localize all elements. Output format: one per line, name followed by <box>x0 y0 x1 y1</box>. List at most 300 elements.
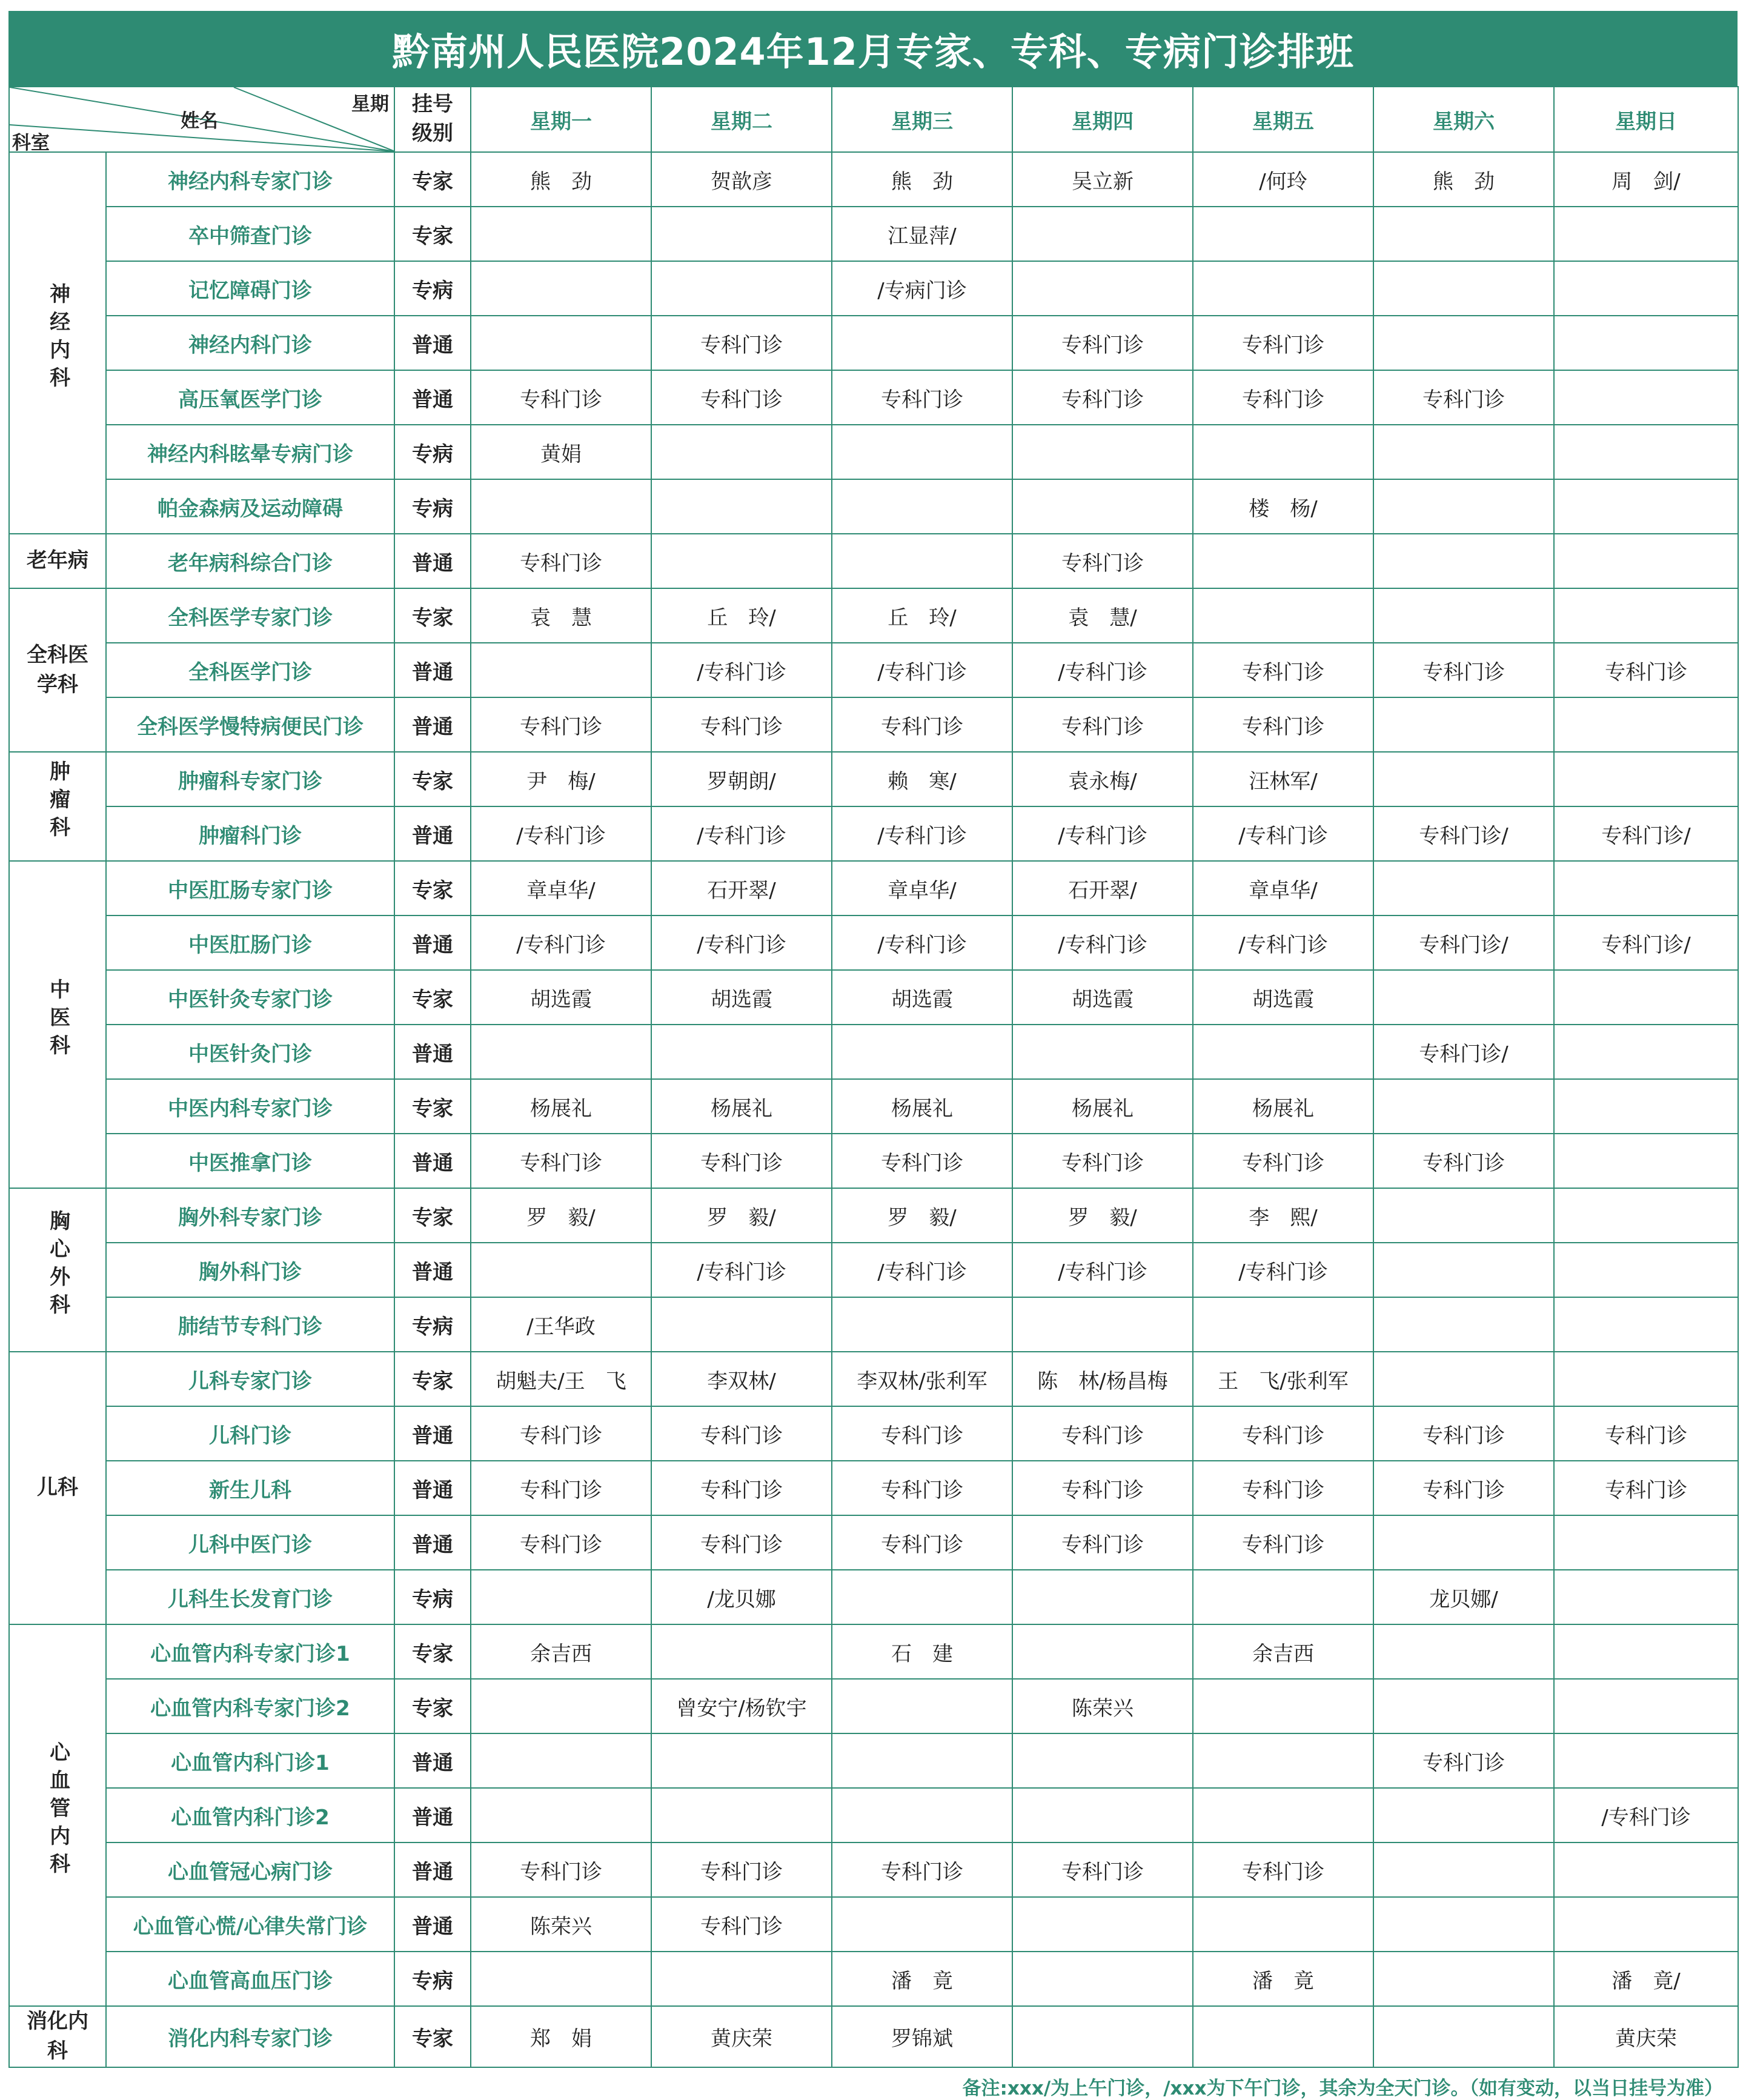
registration-level: 普通 <box>394 370 471 425</box>
schedule-cell: 专科门诊 <box>1012 534 1193 588</box>
registration-level: 普通 <box>394 806 471 861</box>
clinic-name: 新生儿科 <box>106 1461 394 1515</box>
department-name: 老年病 <box>27 548 88 573</box>
schedule-cell <box>832 316 1012 370</box>
schedule-cell: 石 建 <box>832 1624 1012 1679</box>
schedule-cell: 胡选霞 <box>651 970 832 1025</box>
registration-level: 专家 <box>394 1624 471 1679</box>
table-row <box>9 207 1738 261</box>
schedule-cell <box>1012 1624 1193 1679</box>
schedule-cell <box>1373 1352 1554 1406</box>
schedule-cell: 专科门诊 <box>1012 697 1193 752</box>
clinic-name: 心血管内科专家门诊2 <box>106 1679 394 1733</box>
schedule-cell <box>471 1025 651 1079</box>
department-cell <box>9 1352 106 1624</box>
table-row <box>9 425 1738 479</box>
schedule-cell <box>1554 534 1738 588</box>
department-name: 胸心外科 <box>45 1209 70 1321</box>
schedule-cell <box>1193 1025 1373 1079</box>
schedule-cell <box>471 479 651 534</box>
schedule-cell <box>1193 1788 1373 1842</box>
registration-level: 专家 <box>394 1079 471 1134</box>
clinic-name: 中医针灸门诊 <box>106 1025 394 1079</box>
registration-level: 普通 <box>394 1788 471 1842</box>
schedule-cell <box>471 1570 651 1624</box>
registration-level: 普通 <box>394 697 471 752</box>
schedule-cell: 丘 玲/ <box>832 588 1012 643</box>
day-header: 星期一 <box>471 87 651 152</box>
table-row <box>9 370 1738 425</box>
registration-level: 专家 <box>394 1679 471 1733</box>
level-header: 挂号级别 <box>394 87 471 152</box>
table-row <box>9 1733 1738 1788</box>
schedule-cell: 专科门诊/ <box>1554 806 1738 861</box>
schedule-cell <box>1373 861 1554 915</box>
schedule-cell: 专科门诊 <box>1373 1461 1554 1515</box>
schedule-cell <box>1373 1188 1554 1243</box>
schedule-cell <box>471 1788 651 1842</box>
schedule-cell: 楼 杨/ <box>1193 479 1373 534</box>
schedule-cell: 专科门诊 <box>651 697 832 752</box>
schedule-cell: 专科门诊 <box>1193 1406 1373 1461</box>
schedule-cell: /龙贝娜 <box>651 1570 832 1624</box>
schedule-cell <box>471 261 651 316</box>
schedule-cell <box>1554 1134 1738 1188</box>
schedule-cell: 黄娟 <box>471 425 651 479</box>
schedule-cell: 郑 娟 <box>471 2006 651 2067</box>
schedule-cell: 石开翠/ <box>651 861 832 915</box>
registration-level: 专病 <box>394 425 471 479</box>
schedule-cell: 专科门诊 <box>1193 643 1373 697</box>
schedule-cell <box>832 1025 1012 1079</box>
registration-level: 普通 <box>394 1025 471 1079</box>
schedule-cell: /王华政 <box>471 1297 651 1352</box>
table-row <box>9 1515 1738 1570</box>
schedule-cell: 专科门诊 <box>832 1842 1012 1897</box>
department-cell <box>9 2006 106 2067</box>
schedule-cell: 专科门诊 <box>1012 1134 1193 1188</box>
schedule-cell: 专科门诊 <box>1373 643 1554 697</box>
schedule-cell <box>651 1788 832 1842</box>
schedule-cell <box>1373 1297 1554 1352</box>
schedule-cell <box>1193 534 1373 588</box>
schedule-cell: 罗 毅/ <box>471 1188 651 1243</box>
clinic-name: 高压氧医学门诊 <box>106 370 394 425</box>
schedule-cell: 余吉西 <box>471 1624 651 1679</box>
schedule-cell: 专科门诊 <box>471 1842 651 1897</box>
schedule-cell: /专科门诊 <box>651 643 832 697</box>
schedule-cell <box>1193 1297 1373 1352</box>
schedule-table <box>8 86 1739 2068</box>
header-row <box>9 87 1738 152</box>
page-title: 黔南州人民医院2024年12月专家、专科、专病门诊排班 <box>8 11 1738 86</box>
schedule-cell <box>1554 370 1738 425</box>
day-header: 星期六 <box>1373 87 1554 152</box>
schedule-cell: /专科门诊 <box>1193 915 1373 970</box>
schedule-cell: /专科门诊 <box>651 915 832 970</box>
schedule-page <box>8 11 1738 2100</box>
day-header: 星期三 <box>832 87 1012 152</box>
schedule-cell: 杨展礼 <box>651 1079 832 1134</box>
department-name: 肿瘤科 <box>45 760 70 844</box>
registration-level: 专病 <box>394 261 471 316</box>
clinic-name: 记忆障碍门诊 <box>106 261 394 316</box>
clinic-name: 老年病科综合门诊 <box>106 534 394 588</box>
schedule-cell <box>1373 1515 1554 1570</box>
schedule-cell: 章卓华/ <box>471 861 651 915</box>
schedule-cell <box>1554 1515 1738 1570</box>
table-row <box>9 1079 1738 1134</box>
schedule-cell: /专科门诊 <box>1193 806 1373 861</box>
schedule-cell <box>651 1733 832 1788</box>
schedule-cell: 专科门诊 <box>832 1406 1012 1461</box>
schedule-cell <box>1012 1733 1193 1788</box>
table-row <box>9 261 1738 316</box>
schedule-cell <box>1554 1570 1738 1624</box>
registration-level: 普通 <box>394 1134 471 1188</box>
table-row <box>9 1461 1738 1515</box>
schedule-cell: 杨展礼 <box>1193 1079 1373 1134</box>
schedule-cell <box>1193 1897 1373 1952</box>
schedule-cell: 专科门诊 <box>1012 1406 1193 1461</box>
schedule-cell: 袁永梅/ <box>1012 752 1193 806</box>
schedule-cell: 胡选霞 <box>1193 970 1373 1025</box>
schedule-cell <box>1554 1297 1738 1352</box>
schedule-cell <box>1012 1788 1193 1842</box>
schedule-cell <box>1554 1733 1738 1788</box>
schedule-cell <box>471 316 651 370</box>
schedule-cell: 专科门诊 <box>651 1897 832 1952</box>
registration-level: 专家 <box>394 1188 471 1243</box>
schedule-cell <box>1373 1079 1554 1134</box>
table-row <box>9 1352 1738 1406</box>
registration-level: 普通 <box>394 643 471 697</box>
schedule-cell: 专科门诊 <box>1193 370 1373 425</box>
schedule-cell: 专科门诊 <box>651 370 832 425</box>
schedule-cell: 专科门诊 <box>651 1842 832 1897</box>
schedule-cell <box>1373 1624 1554 1679</box>
schedule-cell: 专科门诊 <box>471 534 651 588</box>
table-row <box>9 1025 1738 1079</box>
schedule-cell: 专科门诊 <box>1554 1461 1738 1515</box>
schedule-cell: 专科门诊 <box>832 1461 1012 1515</box>
schedule-cell: 专科门诊 <box>471 370 651 425</box>
schedule-cell <box>651 425 832 479</box>
schedule-cell <box>1554 1025 1738 1079</box>
schedule-cell <box>1193 425 1373 479</box>
table-row <box>9 1624 1738 1679</box>
schedule-cell <box>651 207 832 261</box>
schedule-cell <box>471 1733 651 1788</box>
schedule-cell: 专科门诊 <box>651 1406 832 1461</box>
schedule-cell: 专科门诊 <box>471 1515 651 1570</box>
schedule-cell: 罗 毅/ <box>832 1188 1012 1243</box>
registration-level: 普通 <box>394 316 471 370</box>
schedule-cell <box>1554 261 1738 316</box>
table-row <box>9 588 1738 643</box>
schedule-cell <box>1012 1025 1193 1079</box>
schedule-cell <box>1554 479 1738 534</box>
schedule-cell <box>1193 261 1373 316</box>
schedule-cell: 潘 竟 <box>1193 1952 1373 2006</box>
schedule-cell: 袁 慧 <box>471 588 651 643</box>
clinic-name: 胸外科专家门诊 <box>106 1188 394 1243</box>
schedule-cell <box>832 1297 1012 1352</box>
schedule-cell: 杨展礼 <box>832 1079 1012 1134</box>
clinic-name: 卒中筛查门诊 <box>106 207 394 261</box>
schedule-cell: /何玲 <box>1193 152 1373 207</box>
registration-level: 普通 <box>394 534 471 588</box>
schedule-cell: /专科门诊 <box>651 806 832 861</box>
schedule-cell: 专科门诊 <box>471 1134 651 1188</box>
clinic-name: 中医推拿门诊 <box>106 1134 394 1188</box>
registration-level: 专家 <box>394 1352 471 1406</box>
schedule-cell <box>651 1624 832 1679</box>
day-header: 星期日 <box>1554 87 1738 152</box>
clinic-name: 中医肛肠专家门诊 <box>106 861 394 915</box>
registration-level: 专家 <box>394 970 471 1025</box>
table-row <box>9 1297 1738 1352</box>
schedule-cell <box>1373 1679 1554 1733</box>
schedule-cell <box>1554 1243 1738 1297</box>
table-row <box>9 479 1738 534</box>
registration-level: 专病 <box>394 1297 471 1352</box>
schedule-cell <box>1554 970 1738 1025</box>
day-header: 星期五 <box>1193 87 1373 152</box>
schedule-cell <box>1012 2006 1193 2067</box>
schedule-cell: 黄庆荣 <box>651 2006 832 2067</box>
schedule-cell: 尹 梅/ <box>471 752 651 806</box>
schedule-cell <box>1554 425 1738 479</box>
schedule-cell: 石开翠/ <box>1012 861 1193 915</box>
schedule-cell <box>1373 1788 1554 1842</box>
schedule-cell: 专科门诊/ <box>1373 806 1554 861</box>
registration-level: 专家 <box>394 2006 471 2067</box>
registration-level: 专家 <box>394 861 471 915</box>
schedule-cell: 专科门诊 <box>1193 1134 1373 1188</box>
table-row <box>9 697 1738 752</box>
dept-label: 科室 <box>12 132 50 154</box>
schedule-cell <box>832 479 1012 534</box>
schedule-cell <box>1373 479 1554 534</box>
schedule-cell <box>1373 970 1554 1025</box>
schedule-cell: 专科门诊 <box>1193 1515 1373 1570</box>
schedule-cell: /专科门诊 <box>651 1243 832 1297</box>
schedule-cell: 专科门诊 <box>832 1134 1012 1188</box>
schedule-cell <box>1554 752 1738 806</box>
schedule-cell: 罗锦斌 <box>832 2006 1012 2067</box>
department-cell <box>9 1624 106 2006</box>
registration-level: 普通 <box>394 1733 471 1788</box>
schedule-cell <box>471 207 651 261</box>
department-cell <box>9 752 106 861</box>
schedule-cell: /专科门诊 <box>471 915 651 970</box>
department-name: 心血管内科 <box>45 1741 70 1881</box>
schedule-cell: /专科门诊 <box>1012 643 1193 697</box>
table-row <box>9 752 1738 806</box>
clinic-name: 全科医学慢特病便民门诊 <box>106 697 394 752</box>
clinic-name: 帕金森病及运动障碍 <box>106 479 394 534</box>
table-row <box>9 1134 1738 1188</box>
clinic-name: 神经内科专家门诊 <box>106 152 394 207</box>
schedule-cell: 专科门诊 <box>1193 316 1373 370</box>
footer-note: 备注:xxx/为上午门诊，/xxx为下午门诊，其余为全天门诊。（如有变动，以当日挂号为准） <box>962 2077 1723 2099</box>
schedule-cell: 专科门诊 <box>1373 1406 1554 1461</box>
table-row <box>9 643 1738 697</box>
schedule-cell: /专科门诊 <box>832 915 1012 970</box>
schedule-cell <box>1012 1570 1193 1624</box>
schedule-cell <box>651 479 832 534</box>
department-cell <box>9 861 106 1188</box>
table-row <box>9 1952 1738 2006</box>
schedule-cell: 胡魁夫/王 飞 <box>471 1352 651 1406</box>
schedule-cell <box>1554 861 1738 915</box>
registration-level: 普通 <box>394 1461 471 1515</box>
table-row <box>9 970 1738 1025</box>
schedule-cell: 专科门诊 <box>651 316 832 370</box>
schedule-cell: 罗 毅/ <box>1012 1188 1193 1243</box>
schedule-cell: 李双林/张利军 <box>832 1352 1012 1406</box>
clinic-name: 心血管内科专家门诊1 <box>106 1624 394 1679</box>
department-name: 儿科 <box>37 1475 78 1500</box>
schedule-cell <box>471 643 651 697</box>
schedule-cell <box>651 1297 832 1352</box>
schedule-cell: 专科门诊 <box>651 1461 832 1515</box>
schedule-cell <box>1193 1679 1373 1733</box>
schedule-cell: 专科门诊 <box>1193 1842 1373 1897</box>
schedule-cell <box>1373 1952 1554 2006</box>
schedule-cell: 杨展礼 <box>1012 1079 1193 1134</box>
schedule-cell: /专科门诊 <box>1012 806 1193 861</box>
schedule-cell: 专科门诊/ <box>1554 915 1738 970</box>
clinic-name: 中医肛肠门诊 <box>106 915 394 970</box>
registration-level: 普通 <box>394 1406 471 1461</box>
registration-level: 普通 <box>394 1842 471 1897</box>
table-row <box>9 1679 1738 1733</box>
schedule-cell <box>1373 752 1554 806</box>
schedule-cell: 陈 林/杨昌梅 <box>1012 1352 1193 1406</box>
schedule-cell <box>1373 316 1554 370</box>
schedule-cell <box>1373 534 1554 588</box>
schedule-cell <box>1554 1188 1738 1243</box>
schedule-cell <box>832 1788 1012 1842</box>
schedule-cell <box>471 1243 651 1297</box>
table-row <box>9 534 1738 588</box>
schedule-cell: 吴立新 <box>1012 152 1193 207</box>
clinic-name: 儿科生长发育门诊 <box>106 1570 394 1624</box>
schedule-cell: 专科门诊 <box>471 697 651 752</box>
schedule-cell: 专科门诊 <box>1012 316 1193 370</box>
schedule-cell <box>1012 425 1193 479</box>
table-row <box>9 915 1738 970</box>
schedule-cell <box>1554 588 1738 643</box>
schedule-cell: 李 熙/ <box>1193 1188 1373 1243</box>
schedule-cell: 汪林军/ <box>1193 752 1373 806</box>
registration-level: 专家 <box>394 588 471 643</box>
schedule-cell: 专科门诊 <box>1554 643 1738 697</box>
department-name: 全科医学科 <box>27 642 88 697</box>
schedule-cell: 专科门诊 <box>471 1461 651 1515</box>
clinic-name: 神经内科眩晕专病门诊 <box>106 425 394 479</box>
schedule-cell: 专科门诊 <box>1193 1461 1373 1515</box>
schedule-cell: 专科门诊 <box>1373 1733 1554 1788</box>
schedule-cell: /专科门诊 <box>471 806 651 861</box>
registration-level: 普通 <box>394 1515 471 1570</box>
schedule-cell: 专科门诊/ <box>1373 915 1554 970</box>
department-name: 中医科 <box>45 978 70 1062</box>
schedule-cell: 专科门诊 <box>1012 1842 1193 1897</box>
schedule-cell: 余吉西 <box>1193 1624 1373 1679</box>
schedule-cell: 胡选霞 <box>832 970 1012 1025</box>
clinic-name: 中医针灸专家门诊 <box>106 970 394 1025</box>
table-row <box>9 152 1738 207</box>
schedule-cell: /专科门诊 <box>1554 1788 1738 1842</box>
registration-level: 专病 <box>394 1952 471 2006</box>
schedule-cell: 专科门诊 <box>832 370 1012 425</box>
schedule-cell: 潘 竟/ <box>1554 1952 1738 2006</box>
schedule-cell: 黄庆荣 <box>1554 2006 1738 2067</box>
schedule-cell: /专科门诊 <box>832 1243 1012 1297</box>
schedule-cell <box>1373 425 1554 479</box>
schedule-cell: 专科门诊 <box>1193 697 1373 752</box>
schedule-cell: 周 剑/ <box>1554 152 1738 207</box>
schedule-cell: 章卓华/ <box>832 861 1012 915</box>
registration-level: 专病 <box>394 479 471 534</box>
schedule-cell <box>1193 2006 1373 2067</box>
registration-level: 专病 <box>394 1570 471 1624</box>
schedule-cell <box>1554 697 1738 752</box>
table-row <box>9 806 1738 861</box>
schedule-cell: 熊 劲 <box>471 152 651 207</box>
schedule-cell: /专科门诊 <box>1012 1243 1193 1297</box>
table-row <box>9 861 1738 915</box>
schedule-cell: /专科门诊 <box>832 643 1012 697</box>
table-row <box>9 1188 1738 1243</box>
table-row <box>9 316 1738 370</box>
schedule-cell <box>651 1025 832 1079</box>
schedule-cell: /专科门诊 <box>1012 915 1193 970</box>
department-cell <box>9 1188 106 1352</box>
schedule-cell: 杨展礼 <box>471 1079 651 1134</box>
schedule-cell: 专科门诊 <box>1373 370 1554 425</box>
clinic-name: 肿瘤科门诊 <box>106 806 394 861</box>
clinic-name: 消化内科专家门诊 <box>106 2006 394 2067</box>
schedule-cell <box>832 534 1012 588</box>
clinic-name: 儿科中医门诊 <box>106 1515 394 1570</box>
department-name: 消化内科 <box>27 2009 88 2064</box>
schedule-cell <box>651 534 832 588</box>
schedule-cell: 潘 竟 <box>832 1952 1012 2006</box>
schedule-cell <box>1554 1624 1738 1679</box>
schedule-cell <box>832 425 1012 479</box>
schedule-cell: 专科门诊 <box>1012 1515 1193 1570</box>
schedule-cell: 熊 劲 <box>1373 152 1554 207</box>
registration-level: 专家 <box>394 207 471 261</box>
schedule-cell <box>471 1679 651 1733</box>
schedule-cell: /专病门诊 <box>832 261 1012 316</box>
schedule-cell: 陈荣兴 <box>471 1897 651 1952</box>
department-cell <box>9 152 106 534</box>
schedule-cell <box>1373 261 1554 316</box>
registration-level: 专家 <box>394 752 471 806</box>
schedule-cell: 龙贝娜/ <box>1373 1570 1554 1624</box>
schedule-cell <box>832 1679 1012 1733</box>
day-header: 星期二 <box>651 87 832 152</box>
schedule-cell <box>651 1952 832 2006</box>
schedule-cell: 章卓华/ <box>1193 861 1373 915</box>
department-cell <box>9 534 106 588</box>
schedule-cell: 专科门诊 <box>1012 370 1193 425</box>
